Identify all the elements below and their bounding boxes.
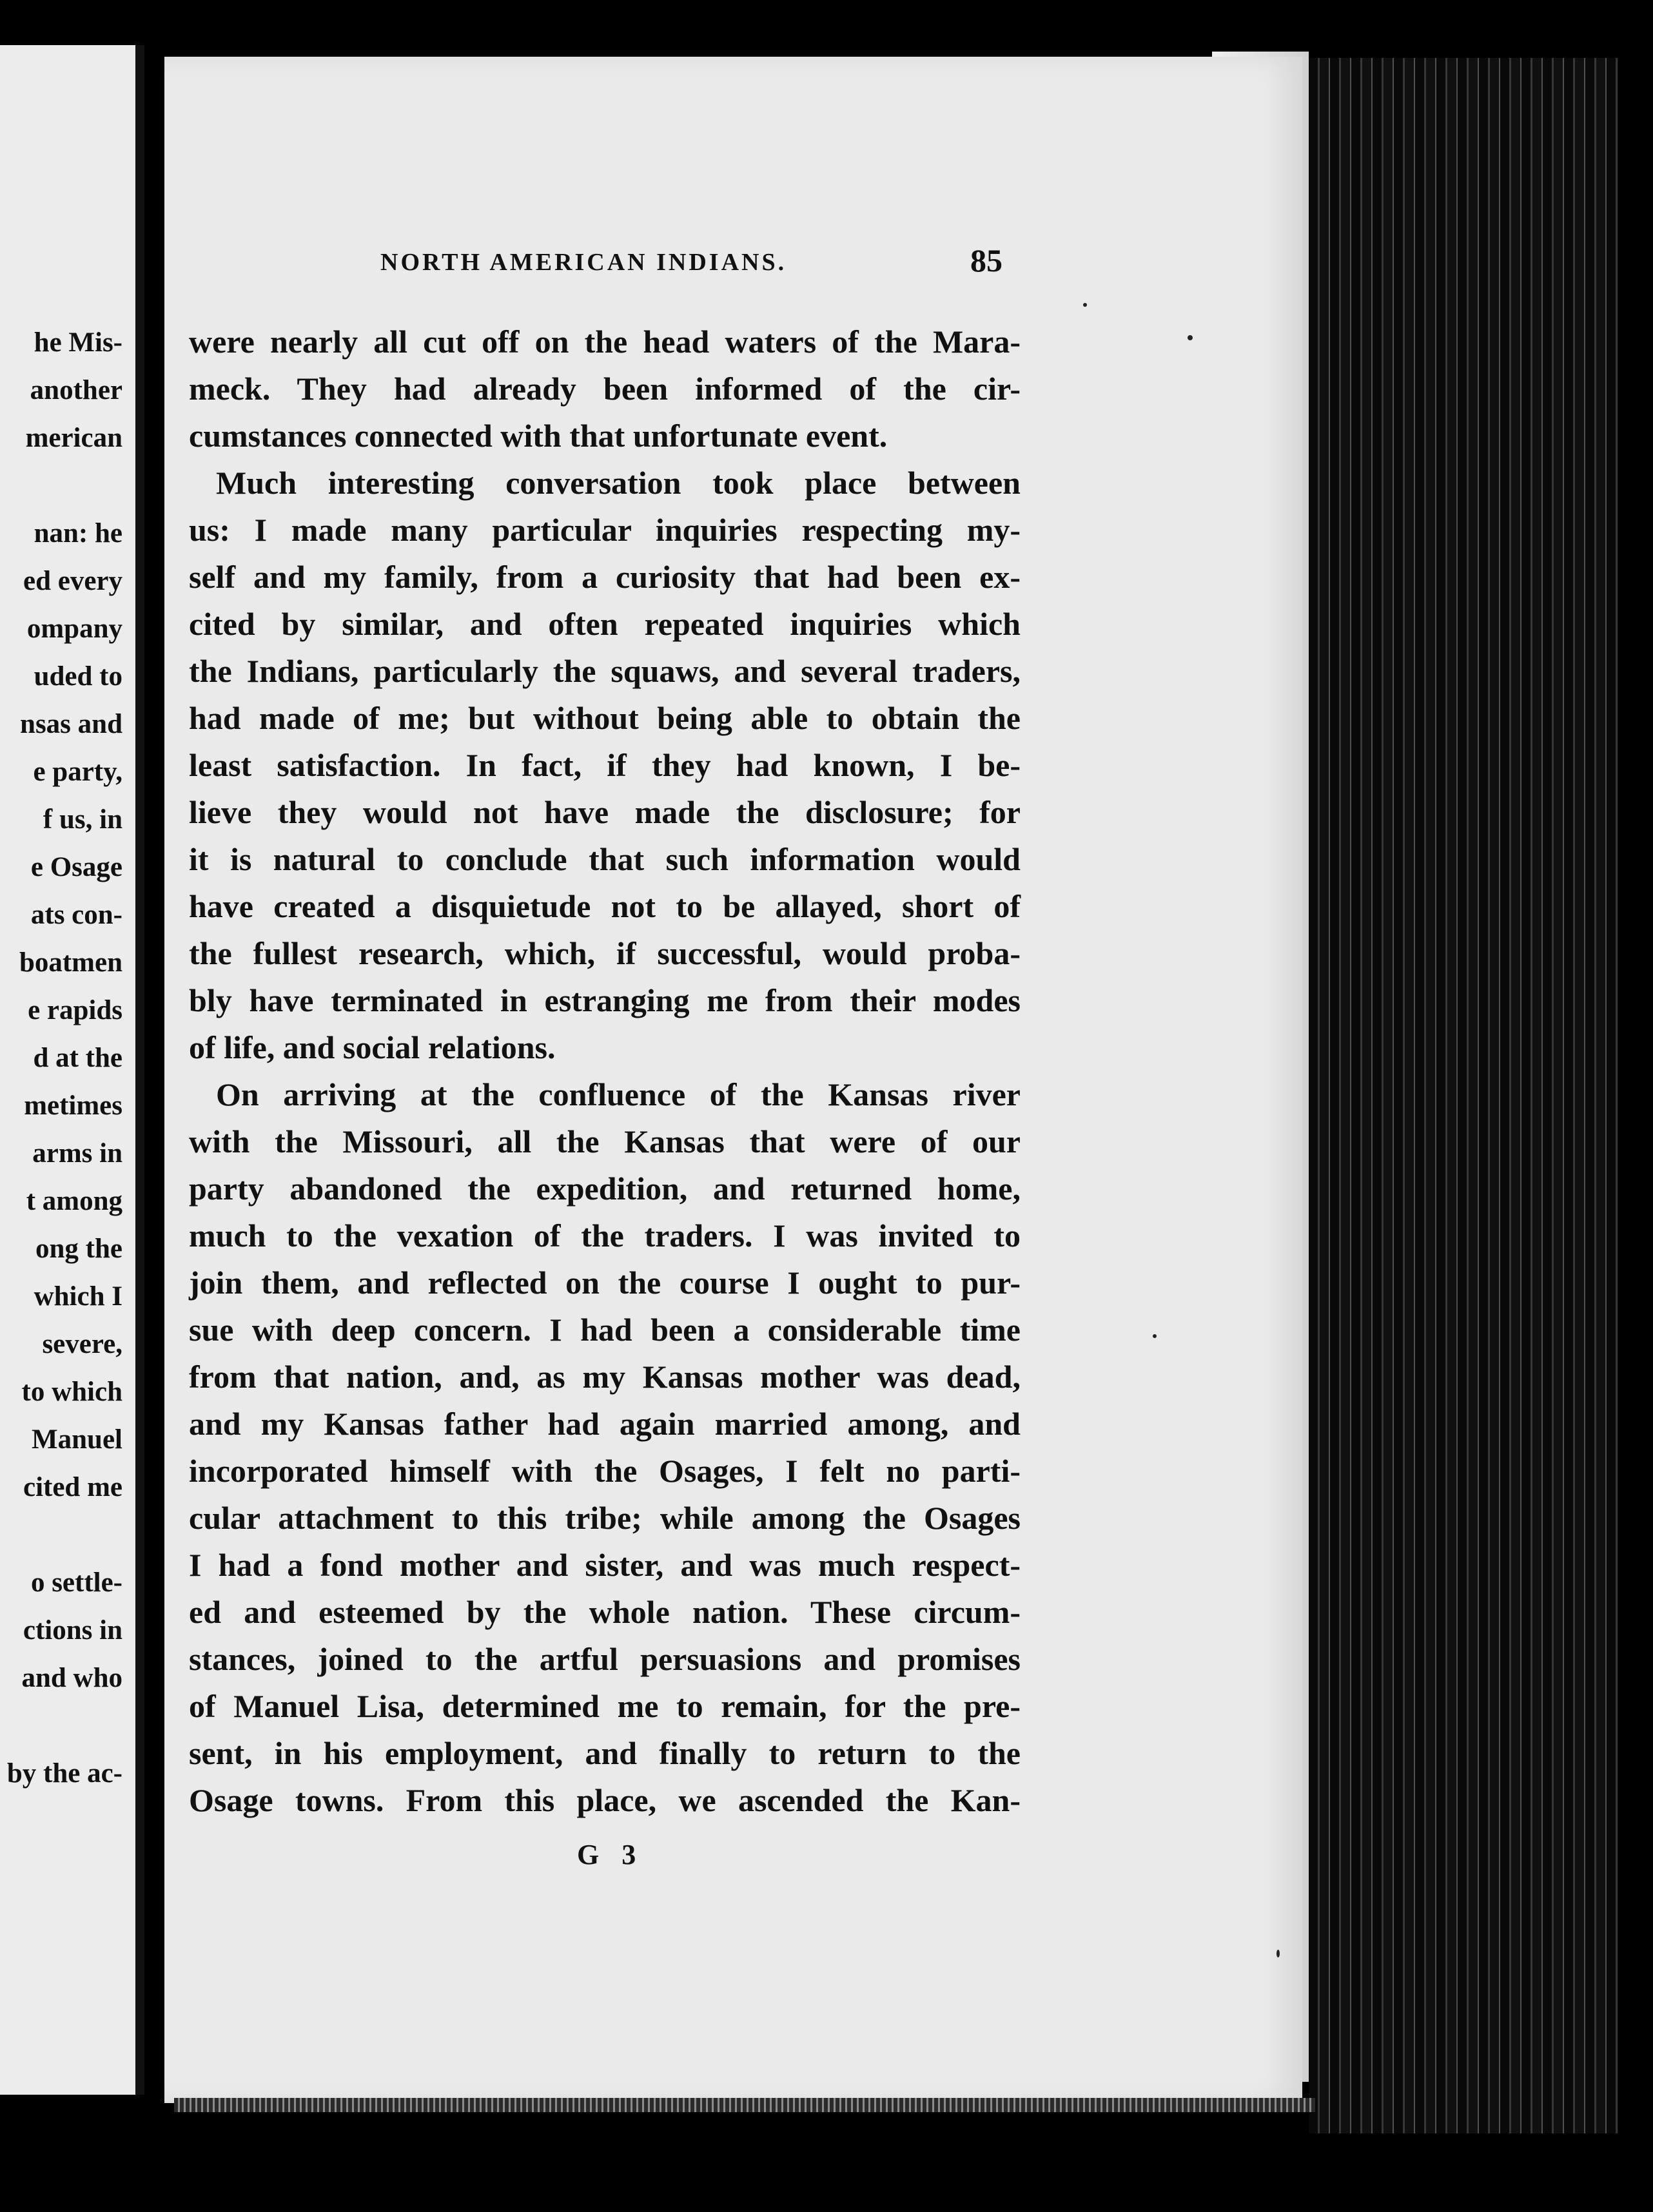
left-page-line: nsas and	[20, 709, 122, 739]
text-line: party abandoned the expedition, and returned home,	[189, 1170, 1021, 1207]
page-bottom-edge	[174, 2098, 1315, 2112]
left-page-line: cited me	[23, 1472, 122, 1502]
left-page-line: another	[30, 375, 122, 405]
left-page-line: ed every	[23, 566, 122, 596]
ink-speck	[1153, 1334, 1157, 1338]
left-page-line: ats con-	[30, 900, 122, 930]
ink-speck	[1188, 335, 1193, 340]
left-page-line: e Osage	[30, 852, 122, 882]
text-line: have created a disquietude not to be allayed, short of	[189, 888, 1021, 924]
text-line: cited by similar, and often repeated inquiries which	[189, 606, 1021, 642]
left-page-line: merican	[25, 423, 122, 453]
left-page-line: arms in	[32, 1138, 122, 1169]
left-page-line: Manuel	[32, 1424, 122, 1455]
left-page-line: t among	[26, 1186, 122, 1216]
text-line: Osage towns. From this place, we ascended the Kan-	[189, 1782, 1021, 1818]
book-fore-edge	[1309, 58, 1618, 2133]
page-number: 85	[970, 242, 1003, 278]
text-line: us: I made many particular inquiries respecting my-	[189, 512, 1021, 548]
left-page-line: f us, in	[43, 804, 122, 835]
left-page-line: e party,	[33, 757, 122, 787]
left-page-line: ompany	[26, 614, 122, 644]
text-line: On arriving at the confluence of the Kansas river	[216, 1076, 1021, 1112]
left-page-line: nan: he	[34, 518, 122, 548]
left-page-line: which I	[34, 1281, 122, 1312]
left-page-line: ong the	[35, 1234, 122, 1264]
left-page-line: severe,	[42, 1329, 122, 1359]
left-page-line: he Mis-	[34, 327, 122, 358]
left-page-line: uded to	[34, 661, 122, 692]
text-line: and my Kansas father had again married among, and	[189, 1406, 1021, 1442]
left-page-line: d at the	[33, 1043, 122, 1073]
left-page-line: o settle-	[30, 1567, 122, 1598]
ink-speck	[1083, 303, 1087, 307]
text-line: least satisfaction. In fact, if they had known, I be-	[189, 747, 1021, 783]
text-line: it is natural to conclude that such information would	[189, 841, 1021, 877]
text-line: meck. They had already been informed of the cir-	[189, 371, 1021, 407]
ink-speck	[1276, 1950, 1280, 1957]
left-page-line: ctions in	[23, 1615, 122, 1645]
text-line: cumstances connected with that unfortunate event.	[189, 418, 888, 454]
left-page-line: and who	[21, 1663, 122, 1693]
left-page-line: boatmen	[19, 947, 122, 978]
text-line: cular attachment to this tribe; while among the Osages	[189, 1500, 1021, 1536]
left-page-line: to which	[21, 1377, 122, 1407]
text-line: ed and esteemed by the whole nation. These circum-	[189, 1594, 1021, 1630]
text-line: the fullest research, which, if successful, would proba-	[189, 935, 1021, 971]
text-line: sent, in his employment, and finally to return to the	[189, 1735, 1021, 1771]
left-facing-page	[0, 45, 144, 2095]
text-line: join them, and reflected on the course I ought to pur-	[189, 1265, 1021, 1301]
text-line: I had a fond mother and sister, and was much respect-	[189, 1547, 1021, 1583]
text-line: much to the vexation of the traders. I was invited to	[189, 1218, 1021, 1254]
text-line: the Indians, particularly the squaws, and several traders,	[189, 653, 1021, 689]
signature-mark: G 3	[577, 1839, 644, 1870]
text-line: were nearly all cut off on the head waters of the Mara-	[189, 324, 1021, 360]
text-line: with the Missouri, all the Kansas that were of our	[189, 1123, 1021, 1159]
text-line: lieve they would not have made the disclosure; for	[189, 794, 1021, 830]
text-line: Much interesting conversation took place between	[216, 465, 1021, 501]
running-head: NORTH AMERICAN INDIANS.	[380, 249, 787, 276]
left-page-line: by the ac-	[6, 1758, 122, 1789]
left-page-line: e rapids	[28, 995, 122, 1025]
text-line: from that nation, and, as my Kansas mother was dead,	[189, 1359, 1021, 1395]
left-page-line: metimes	[24, 1091, 122, 1121]
text-line: of life, and social relations.	[189, 1029, 556, 1065]
text-line: bly have terminated in estranging me from their modes	[189, 982, 1021, 1018]
text-line: sue with deep concern. I had been a considerable time	[189, 1312, 1021, 1348]
text-line: had made of me; but without being able to obtain the	[189, 700, 1021, 736]
text-line: of Manuel Lisa, determined me to remain, for the pre-	[189, 1688, 1021, 1724]
text-line: stances, joined to the artful persuasions and promises	[189, 1641, 1021, 1677]
text-line: incorporated himself with the Osages, I felt no parti-	[189, 1453, 1021, 1489]
text-line: self and my family, from a curiosity that had been ex-	[189, 559, 1021, 595]
